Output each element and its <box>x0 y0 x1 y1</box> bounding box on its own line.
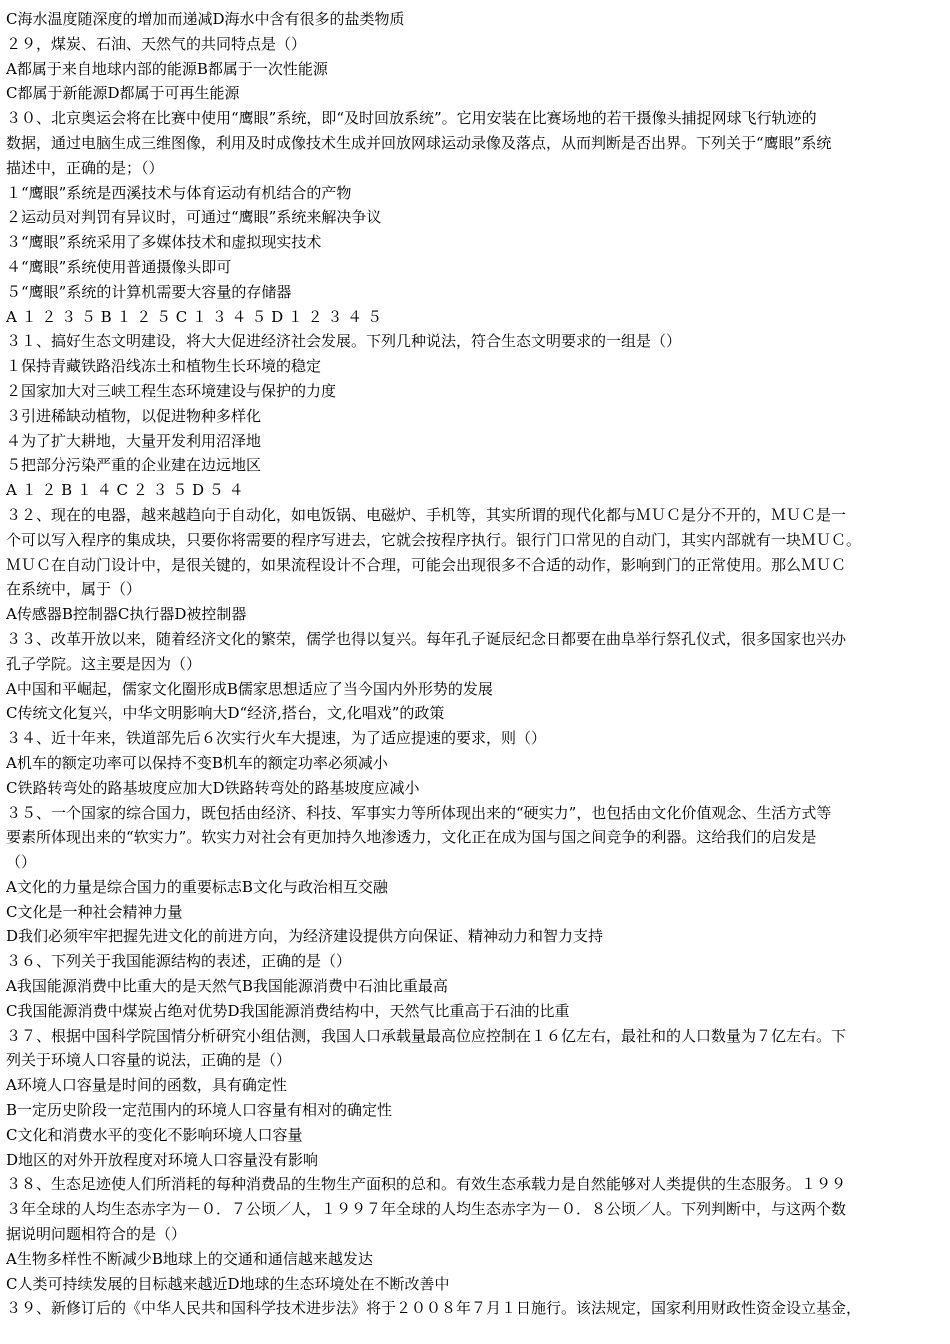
text-line: ３８、生态足迹使人们所消耗的每种消费品的生物生产面积的总和。有效生态承载力是自然能够对人类提供的生态服务。１９９ <box>6 1175 847 1194</box>
text-line: C人类可持续发展的目标越来越近D地球的生态环境处在不断改善中 <box>6 1274 450 1293</box>
text-line: ５“鹰眼”系统的计算机需要大容量的存储器 <box>6 282 292 301</box>
text-line: ３９、新修订后的《中华人民共和国科学技术进步法》将于２００８年７月１日施行。该法规定，国家利用财政性资金设立基金， <box>6 1299 862 1318</box>
text-line: A传感器B控制器C执行器D被控制器 <box>6 605 247 624</box>
text-line: ＭＵＣ在自动门设计中，是很关键的，如果流程设计不合理，可能会出现很多不合适的动作，影响到门的正常使用。那么ＭＵＣ <box>6 555 847 574</box>
text-line: 数据，通过电脑生成三维图像，利用及时成像技术生成并回放网球运动录像及落点，从而判断是否出界。下列关于“鹰眼”系统 <box>6 133 832 152</box>
text-line: A中国和平崛起，儒家文化圈形成B儒家思想适应了当今国内外形势的发展 <box>6 679 493 698</box>
document-body <box>6 7 944 1321</box>
text-line: A机车的额定功率可以保持不变B机车的额定功率必须减小 <box>6 753 388 772</box>
text-line: A文化的力量是综合国力的重要标志B文化与政治相互交融 <box>6 877 388 896</box>
text-line: 在系统中，属于（） <box>6 580 142 599</box>
text-line: ２国家加大对三峡工程生态环境建设与保护的力度 <box>6 381 337 400</box>
text-line: ３年全球的人均生态赤字为－０．７公顷／人，１９９７年全球的人均生态赤字为－０．８公顷／人。下列判断中，与这两个数 <box>6 1200 847 1219</box>
text-line: A １ ２ B １ ４ C ２ ３ ５ D ５ ４ <box>6 481 244 500</box>
text-line: C海水温度随深度的增加而递减D海水中含有很多的盐类物质 <box>6 10 405 28</box>
text-line: ３２、现在的电器，越来越趋向于自动化，如电饭锅、电磁炉、手机等，其实所谓的现代化都与ＭＵＣ是分不开的，ＭＵＣ是一 <box>6 505 847 524</box>
text-line: 孔子学院。这主要是因为（） <box>6 654 202 673</box>
text-line: C铁路转弯处的路基坡度应加大D铁路转弯处的路基坡度应减小 <box>6 778 420 797</box>
text-line: ３５、一个国家的综合国力，既包括由经济、科技、军事实力等所体现出来的“硬实力”，也包括由文化价值观念、生活方式等 <box>6 803 832 822</box>
text-line: A １ ２ ３ ５ B １ ２ ５ C １ ３ ４ ５ D １ ２ ３ ４ ５ <box>6 307 382 326</box>
text-line: 列关于环境人口容量的说法，正确的是（） <box>6 1051 292 1070</box>
text-line: 描述中，正确的是；（） <box>6 158 164 177</box>
text-line: ３４、近十年来，铁道部先后６次实行火车大提速，为了适应提速的要求，则（） <box>6 729 547 748</box>
text-line: 据说明问题相符合的是（） <box>6 1225 187 1244</box>
text-line: ５把部分污染严重的企业建在边远地区 <box>6 456 262 475</box>
text-line: B一定历史阶段一定范围内的环境人口容量有相对的确定性 <box>6 1101 393 1120</box>
text-line: （） <box>6 853 37 872</box>
text-line: ４为了扩大耕地，大量开发利用沼泽地 <box>6 431 262 450</box>
text-line: １保持青藏铁路沿线冻土和植物生长环境的稳定 <box>6 357 322 376</box>
text-line: ２９，煤炭、石油、天然气的共同特点是（） <box>6 34 307 53</box>
text-line: ２运动员对判罚有异议时，可通过“鹰眼”系统来解决争议 <box>6 208 382 227</box>
text-line: A都属于来自地球内部的能源B都属于一次性能源 <box>6 59 328 78</box>
text-line: ３１、搞好生态文明建设，将大大促进经济社会发展。下列几种说法，符合生态文明要求的一组是（） <box>6 332 682 351</box>
text-line: A我国能源消费中比重大的是天然气B我国能源消费中石油比重最高 <box>6 977 448 996</box>
text-line: C文化是一种社会精神力量 <box>6 902 183 921</box>
text-line: A生物多样性不断减少B地球上的交通和通信越来越发达 <box>6 1249 373 1268</box>
text-line: ３０、北京奥运会将在比赛中使用“鹰眼”系统，即“及时回放系统”。它用安装在比赛场地的若干摄像头捕捉网球飞行轨迹的 <box>6 109 817 128</box>
text-line: C传统文化复兴，中华文明影响大D“经济,搭台，文,化唱戏”的政策 <box>6 704 445 723</box>
text-line: C我国能源消费中煤炭占绝对优势D我国能源消费结构中，天然气比重高于石油的比重 <box>6 1001 570 1020</box>
text-line: ３引进稀缺动植物，以促进物种多样化 <box>6 406 262 425</box>
text-line: C都属于新能源D都属于可再生能源 <box>6 84 240 103</box>
text-line: D地区的对外开放程度对环境人口容量没有影响 <box>6 1150 319 1169</box>
text-line: C文化和消费水平的变化不影响环境人口容量 <box>6 1125 303 1144</box>
text-line: A环境人口容量是时间的函数，具有确定性 <box>6 1076 287 1095</box>
text-line: ３７、根据中国科学院国情分析研究小组估测，我国人口承载量最高位应控制在１６亿左右，最社和的人口数量为７亿左右。下 <box>6 1026 847 1045</box>
text-line: 个可以写入程序的集成块，只要你将需要的程序写进去，它就会按程序执行。银行门口常见的自动门，其实内部就有一块ＭＵＣ。 <box>6 530 862 549</box>
text-line: ３３、改革开放以来，随着经济文化的繁荣，儒学也得以复兴。每年孔子诞辰纪念日都要在曲阜举行祭孔仪式，很多国家也兴办 <box>6 629 847 648</box>
text-line: ３６、下列关于我国能源结构的表述，正确的是（） <box>6 952 352 971</box>
text-line: D我们必须牢牢把握先进文化的前进方向，为经济建设提供方向保证、精神动力和智力支持 <box>6 927 604 946</box>
text-line: １“鹰眼”系统是西溪技术与体育运动有机结合的产物 <box>6 183 352 202</box>
text-line: 要素所体现出来的“软实力”。软实力对社会有更加持久地渗透力，文化正在成为国与国之间竞争的利器。这给我们的启发是 <box>6 828 817 847</box>
text-line: ３“鹰眼”系统采用了多媒体技术和虚拟现实技术 <box>6 233 322 252</box>
text-line: ４“鹰眼”系统使用普通摄像头即可 <box>6 257 232 276</box>
